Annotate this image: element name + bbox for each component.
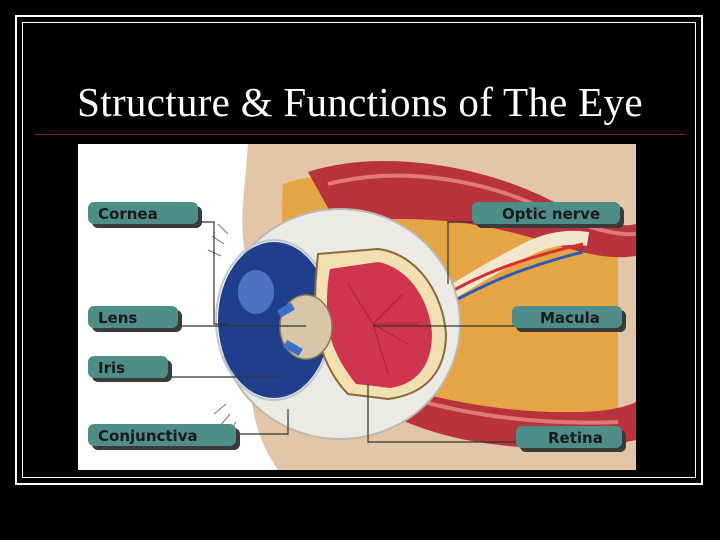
iris-highlight: [238, 270, 274, 314]
label-lens-text: Lens: [98, 309, 138, 327]
label-cornea-text: Cornea: [98, 205, 158, 223]
label-conjunctiva-text: Conjunctiva: [98, 427, 198, 445]
label-macula-text: Macula: [540, 309, 600, 327]
label-iris: [88, 356, 172, 382]
eye-diagram: [78, 144, 636, 470]
label-iris-text: Iris: [98, 359, 126, 377]
label-retina: [516, 426, 626, 452]
label-retina-text: Retina: [548, 429, 603, 447]
label-macula: [512, 306, 626, 332]
slide-title: Structure & Functions of The Eye: [77, 79, 643, 125]
label-optic-nerve-text: Optic nerve: [502, 205, 601, 223]
label-optic-nerve: [472, 202, 624, 228]
label-lens: [88, 306, 182, 332]
label-conjunctiva: [88, 424, 240, 450]
label-cornea: [88, 202, 202, 228]
title-divider: [35, 134, 685, 135]
